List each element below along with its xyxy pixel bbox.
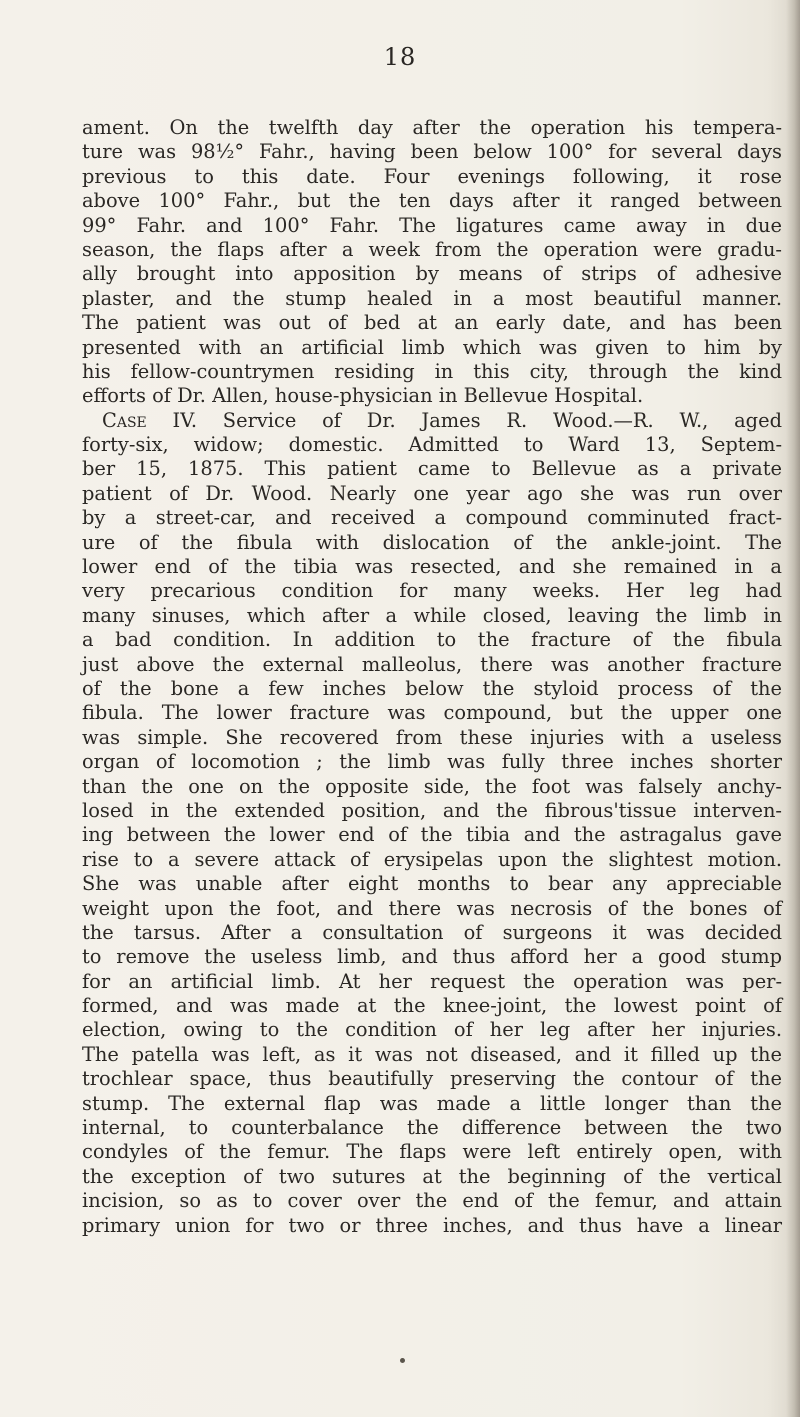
page-number: 18	[383, 43, 417, 71]
text-line: the tarsus. After a consultation of surgeons it was decided	[82, 920, 782, 944]
text-line: primary union for two or three inches, and thus have a linear	[82, 1213, 782, 1237]
text-line: incision, so as to cover over the end of the femur, and attain	[82, 1189, 782, 1213]
body-text	[82, 116, 782, 1238]
case-heading-line: Case IV. Service of Dr. James R. Wood.—R. W., aged	[102, 408, 782, 432]
text-line: ally brought into apposition by means of strips of adhesive	[82, 262, 782, 286]
text-line: for an artificial limb. At her request the operation was per-	[82, 969, 782, 993]
text-line: ure of the fibula with dislocation of the ankle-joint. The	[82, 530, 782, 554]
text-line: trochlear space, thus beautifully preserving the contour of the	[82, 1067, 782, 1091]
text-line: by a street-car, and received a compound comminuted fract-	[82, 506, 782, 530]
text-line: election, owing to the condition of her leg after her injuries.	[82, 1018, 782, 1042]
text-line: was simple. She recovered from these injuries with a useless	[82, 725, 782, 749]
ink-speck	[400, 1358, 405, 1363]
text-line: rise to a severe attack of erysipelas upon the slightest motion.	[82, 847, 782, 871]
text-line: The patella was left, as it was not diseased, and it filled up the	[82, 1042, 782, 1066]
text-line: a bad condition. In addition to the fracture of the fibula	[82, 628, 782, 652]
case-label: Case IV.	[102, 408, 197, 432]
text-line: many sinuses, which after a while closed, leaving the limb in	[82, 603, 782, 627]
text-line: presented with an artificial limb which was given to him by	[82, 335, 782, 359]
text-line: 99° Fahr. and 100° Fahr. The ligatures came away in due	[82, 213, 782, 237]
page-edge-shadow	[786, 0, 800, 1417]
text-line: ber 15, 1875. This patient came to Bellevue as a private	[82, 457, 782, 481]
text-line: to remove the useless limb, and thus afford her a good stump	[82, 945, 782, 969]
text-line: just above the external malleolus, there was another fracture	[82, 652, 782, 676]
text-line: efforts of Dr. Allen, house-physician in Bellevue Hospital.	[82, 384, 644, 408]
text-line: formed, and was made at the knee-joint, the lowest point of	[82, 994, 782, 1018]
text-line: plaster, and the stump healed in a most beautiful manner.	[82, 286, 782, 310]
text-line: patient of Dr. Wood. Nearly one year ago she was run over	[82, 481, 782, 505]
text-line: losed in the extended position, and the fibrous'tissue interven-	[82, 798, 782, 822]
text-line: condyles of the femur. The flaps were left entirely open, with	[82, 1140, 782, 1164]
text-line: than the one on the opposite side, the foot was falsely anchy-	[82, 774, 782, 798]
text-line: organ of locomotion ; the limb was fully three inches shorter	[82, 750, 782, 774]
text-line: stump. The external flap was made a little longer than the	[82, 1091, 782, 1115]
text-line: his fellow-countrymen residing in this city, through the kind	[82, 359, 782, 383]
text-line: forty-six, widow; domestic. Admitted to Ward 13, Septem-	[82, 433, 782, 457]
text-line: the exception of two sutures at the beginning of the vertical	[82, 1164, 782, 1188]
text-line: season, the flaps after a week from the operation were gradu-	[82, 237, 782, 261]
text-line: very precarious condition for many weeks. Her leg had	[82, 579, 782, 603]
text-line: weight upon the foot, and there was necrosis of the bones of	[82, 896, 782, 920]
text-line: ing between the lower end of the tibia and the astragalus gave	[82, 823, 782, 847]
text-line: She was unable after eight months to bear any appreciable	[82, 872, 782, 896]
text-line: lower end of the tibia was resected, and she remained in a	[82, 555, 782, 579]
text-line: ture was 98½° Fahr., having been below 100° for several days	[82, 140, 782, 164]
text-line: ament. On the twelfth day after the operation his tempera-	[82, 116, 782, 139]
text-line: of the bone a few inches below the styloid process of the	[82, 676, 782, 700]
text-line: fibula. The lower fracture was compound, but the upper one	[82, 701, 782, 725]
text-line: The patient was out of bed at an early date, and has been	[82, 311, 782, 335]
text-line: above 100° Fahr., but the ten days after it ranged between	[82, 189, 782, 213]
text-line: internal, to counterbalance the difference between the two	[82, 1116, 782, 1140]
text-line: previous to this date. Four evenings following, it rose	[82, 164, 782, 188]
